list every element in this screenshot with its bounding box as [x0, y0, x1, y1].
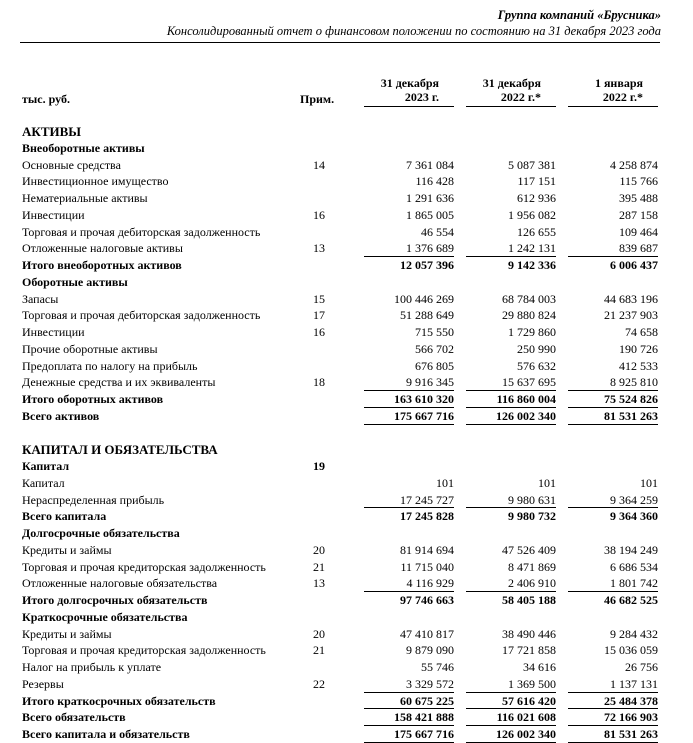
- row-note: 22: [313, 677, 325, 691]
- cell-v1: 4 116 929: [406, 576, 454, 590]
- cell-v1: 715 550: [415, 325, 454, 339]
- table-row: [0, 475, 693, 492]
- cell-v2: 15 637 695: [502, 375, 556, 389]
- total-rule: [568, 692, 658, 693]
- cell-v2: 250 990: [517, 342, 556, 356]
- cell-v3: 9 364 360: [610, 509, 658, 523]
- cell-v3: 4 258 874: [610, 158, 658, 172]
- table-row: [0, 207, 693, 224]
- row-label: Всего капитала и обязательств: [22, 727, 190, 741]
- row-note: 17: [313, 308, 325, 322]
- cell-v2: 126 002 340: [496, 409, 556, 423]
- table-row: [0, 224, 693, 241]
- cell-v1: 55 746: [421, 660, 454, 674]
- table-row: [0, 358, 693, 375]
- row-label: Предоплата по налогу на прибыль: [22, 359, 198, 373]
- cell-v2: 29 880 824: [502, 308, 556, 322]
- row-note: 18: [313, 375, 325, 389]
- cell-v2: 1 242 131: [508, 241, 556, 255]
- cell-v1: 17 245 727: [400, 493, 454, 507]
- cell-v2: 117 151: [517, 174, 556, 188]
- row-label: Нематериальные активы: [22, 191, 148, 205]
- company-name: Группа компаний «Брусника»: [497, 8, 661, 22]
- row-label: Итого долгосрочных обязательств: [22, 593, 208, 607]
- cell-v1: 47 410 817: [400, 627, 454, 641]
- row-note: 15: [313, 292, 325, 306]
- cell-v2: 47 526 409: [502, 543, 556, 557]
- row-label: Инвестиции: [22, 325, 85, 339]
- cell-v2: 576 632: [517, 359, 556, 373]
- cell-v3: 81 531 263: [604, 409, 658, 423]
- cell-v2: 612 936: [517, 191, 556, 205]
- total-rule: [466, 407, 556, 408]
- row-label: Инвестиции: [22, 208, 85, 222]
- section-heading: [0, 123, 693, 140]
- cell-v3: 38 194 249: [604, 543, 658, 557]
- row-label: Торговая и прочая дебиторская задолженность: [22, 308, 261, 322]
- cell-v1: 101: [436, 476, 454, 490]
- cell-v1: 60 675 225: [400, 694, 454, 708]
- total-double-rule: [364, 424, 454, 425]
- table-row: [0, 324, 693, 341]
- table-row: [0, 575, 693, 592]
- row-label: Отложенные налоговые активы: [22, 241, 183, 255]
- cell-v3: 75 524 826: [604, 392, 658, 406]
- subsection-heading: [0, 525, 693, 542]
- cell-v2: 57 616 420: [502, 694, 556, 708]
- cell-v2: 68 784 003: [502, 292, 556, 306]
- total-row: [0, 408, 693, 425]
- cell-v3: 6 006 437: [610, 258, 658, 272]
- row-label: Оборотные активы: [22, 275, 128, 289]
- note-column-header: Прим.: [300, 92, 335, 106]
- cell-v2: 1 369 500: [508, 677, 556, 691]
- cell-v3: 6 686 534: [610, 560, 658, 574]
- row-label: Итого оборотных активов: [22, 392, 164, 406]
- cell-v3: 839 687: [619, 241, 658, 255]
- row-note: 13: [313, 241, 325, 255]
- cell-v3: 109 464: [619, 225, 658, 239]
- cell-v1: 17 245 828: [400, 509, 454, 523]
- row-note: 13: [313, 576, 325, 590]
- cell-v1: 566 702: [415, 342, 454, 356]
- table-row: [0, 626, 693, 643]
- table-row: [0, 676, 693, 693]
- table-row: [0, 157, 693, 174]
- total-rule: [364, 692, 454, 693]
- table-row: [0, 659, 693, 676]
- row-note: 21: [313, 560, 325, 574]
- total-rule: [364, 591, 454, 592]
- row-label: Кредиты и займы: [22, 543, 112, 557]
- cell-v2: 101: [538, 476, 556, 490]
- row-note: 21: [313, 643, 325, 657]
- cell-v2: 9 980 631: [508, 493, 556, 507]
- cell-v2: 9 142 336: [508, 258, 556, 272]
- row-label: Итого внеоборотных активов: [22, 258, 182, 272]
- cell-v1: 9 879 090: [406, 643, 454, 657]
- cell-v3: 21 237 903: [604, 308, 658, 322]
- cell-v2: 8 471 869: [508, 560, 556, 574]
- total-rule: [568, 725, 658, 726]
- cell-v1: 175 667 716: [394, 409, 454, 423]
- cell-v2: 116 021 608: [496, 710, 556, 724]
- cell-v3: 412 533: [619, 359, 658, 373]
- cell-v2: 9 980 732: [508, 509, 556, 523]
- cell-v1: 3 329 572: [406, 677, 454, 691]
- table-row: [0, 190, 693, 207]
- row-label: Капитал: [22, 459, 70, 473]
- cell-v1: 163 610 320: [394, 392, 454, 406]
- row-label: Кредиты и займы: [22, 627, 112, 641]
- cell-v3: 115 766: [619, 174, 658, 188]
- cell-v3: 1 801 742: [610, 576, 658, 590]
- cell-v1: 9 916 345: [406, 375, 454, 389]
- row-note: 20: [313, 543, 325, 557]
- subsection-heading: [0, 274, 693, 291]
- table-row: [0, 542, 693, 559]
- row-label: Капитал: [22, 476, 65, 490]
- row-note: 14: [313, 158, 325, 172]
- total-rule: [364, 507, 454, 508]
- cell-v1: 1 865 005: [406, 208, 454, 222]
- table-row: [0, 341, 693, 358]
- cell-v3: 72 166 903: [604, 710, 658, 724]
- row-label: Прочие оборотные активы: [22, 342, 158, 356]
- row-label: Итого краткосрочных обязательств: [22, 694, 216, 708]
- table-row: [0, 240, 693, 257]
- total-rule: [568, 407, 658, 408]
- cell-v3: 101: [640, 476, 658, 490]
- cell-v3: 44 683 196: [604, 292, 658, 306]
- table-row: [0, 642, 693, 659]
- subsection-heading: [0, 609, 693, 626]
- cell-v1: 12 057 396: [400, 258, 454, 272]
- col-2023-header: 31 декабря 2023 г.: [380, 76, 439, 104]
- row-label: Всего обязательств: [22, 710, 126, 724]
- cell-v2: 2 406 910: [508, 576, 556, 590]
- row-label: Основные средства: [22, 158, 121, 172]
- cell-v2: 38 490 446: [502, 627, 556, 641]
- cell-v3: 8 925 810: [610, 375, 658, 389]
- cell-v2: 17 721 858: [502, 643, 556, 657]
- total-row: [0, 709, 693, 726]
- cell-v1: 11 715 040: [400, 560, 454, 574]
- total-rule: [364, 390, 454, 391]
- cell-v3: 25 484 378: [604, 694, 658, 708]
- table-row: [0, 559, 693, 576]
- total-rule: [466, 591, 556, 592]
- total-rule: [364, 407, 454, 408]
- total-rule: [568, 507, 658, 508]
- cell-v2: 1 729 860: [508, 325, 556, 339]
- cell-v3: 81 531 263: [604, 727, 658, 741]
- total-rule: [568, 390, 658, 391]
- col-2022-header: 31 декабря 2022 г.*: [482, 76, 541, 104]
- total-row: [0, 508, 693, 525]
- cell-v1: 175 667 716: [394, 727, 454, 741]
- row-label: Торговая и прочая кредиторская задолженность: [22, 560, 266, 574]
- row-label: Внеоборотные активы: [22, 141, 145, 155]
- cell-v1: 1 376 689: [406, 241, 454, 255]
- cell-v3: 15 036 059: [604, 643, 658, 657]
- row-note: 16: [313, 208, 325, 222]
- cell-v3: 1 137 131: [610, 677, 658, 691]
- cell-v2: 58 405 188: [502, 593, 556, 607]
- total-rule: [568, 708, 658, 709]
- cell-v2: 126 655: [517, 225, 556, 239]
- cell-v2: 34 616: [523, 660, 556, 674]
- row-label: Нераспределенная прибыль: [22, 493, 165, 507]
- total-rule: [466, 692, 556, 693]
- row-label: Всего капитала: [22, 509, 107, 523]
- cell-v1: 51 288 649: [400, 308, 454, 322]
- cell-v1: 100 446 269: [394, 292, 454, 306]
- total-rule: [466, 256, 556, 257]
- total-double-rule: [466, 424, 556, 425]
- row-label: Отложенные налоговые обязательства: [22, 576, 218, 590]
- total-rule: [466, 390, 556, 391]
- row-label: Резервы: [22, 677, 64, 691]
- row-label: Всего активов: [22, 409, 100, 423]
- total-rule: [364, 708, 454, 709]
- total-rule: [364, 256, 454, 257]
- cell-v3: 46 682 525: [604, 593, 658, 607]
- total-rule: [466, 507, 556, 508]
- total-rule: [466, 725, 556, 726]
- cell-v3: 287 158: [619, 208, 658, 222]
- cell-v3: 395 488: [619, 191, 658, 205]
- row-label: Запасы: [22, 292, 59, 306]
- row-label: Инвестиционное имущество: [22, 174, 169, 188]
- total-row: [0, 257, 693, 274]
- cell-v3: 74 658: [625, 325, 658, 339]
- table-row: [0, 291, 693, 308]
- cell-v1: 97 746 663: [400, 593, 454, 607]
- report-subtitle: Консолидированный отчет о финансовом положении по состоянию на 31 декабря 2023 года: [166, 24, 661, 38]
- cell-v1: 676 805: [415, 359, 454, 373]
- cell-v1: 7 361 084: [406, 158, 454, 172]
- row-label: Долгосрочные обязательства: [22, 526, 180, 540]
- row-label: Денежные средства и их эквиваленты: [22, 375, 216, 389]
- table-row: [0, 173, 693, 190]
- total-rule: [466, 708, 556, 709]
- col-jan2022-header: 1 января 2022 г.*: [594, 76, 643, 104]
- row-label: Торговая и прочая дебиторская задолженность: [22, 225, 261, 239]
- cell-v2: 126 002 340: [496, 727, 556, 741]
- cell-v1: 81 914 694: [400, 543, 454, 557]
- cell-v1: 158 421 888: [394, 710, 454, 724]
- cell-v2: 116 860 004: [496, 392, 556, 406]
- cell-v1: 116 428: [415, 174, 454, 188]
- total-rule: [364, 725, 454, 726]
- row-label: Краткосрочные обязательства: [22, 610, 188, 624]
- row-label: АКТИВЫ: [22, 124, 82, 139]
- row-note: 20: [313, 627, 325, 641]
- cell-v3: 26 756: [625, 660, 658, 674]
- row-note: 19: [313, 459, 325, 473]
- table-row: [0, 307, 693, 324]
- cell-v2: 5 087 381: [508, 158, 556, 172]
- cell-v2: 1 956 082: [508, 208, 556, 222]
- total-row: [0, 726, 693, 743]
- unit-label: тыс. руб.: [22, 92, 70, 106]
- cell-v3: 9 284 432: [610, 627, 658, 641]
- section-heading: [0, 441, 693, 458]
- subsection-heading: [0, 458, 693, 475]
- cell-v3: 190 726: [619, 342, 658, 356]
- total-rule: [568, 256, 658, 257]
- row-label: КАПИТАЛ И ОБЯЗАТЕЛЬСТВА: [22, 442, 218, 457]
- row-label: Торговая и прочая кредиторская задолженность: [22, 643, 266, 657]
- subsection-heading: [0, 140, 693, 157]
- cell-v1: 46 554: [421, 225, 454, 239]
- cell-v3: 9 364 259: [610, 493, 658, 507]
- total-row: [0, 391, 693, 408]
- row-note: 16: [313, 325, 325, 339]
- total-rule: [568, 591, 658, 592]
- total-double-rule: [568, 424, 658, 425]
- table-row: [0, 374, 693, 391]
- total-row: [0, 592, 693, 609]
- row-label: Налог на прибыль к уплате: [22, 660, 162, 674]
- cell-v1: 1 291 636: [406, 191, 454, 205]
